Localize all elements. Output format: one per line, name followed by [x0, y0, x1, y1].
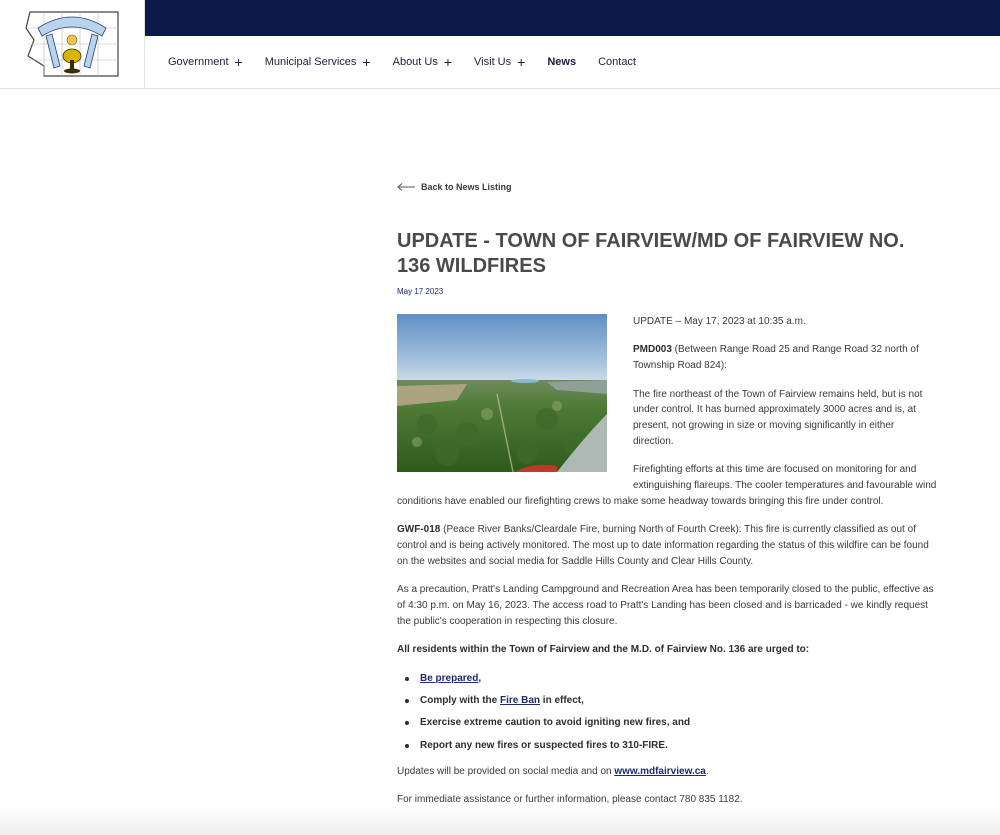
nav-news[interactable]: [547, 56, 576, 68]
fire-status-paragraph: The fire northeast of the Town of Fairview remains held, but is not under control. It has burned approximately 3000 acres and is, at present, not growing in size or moving significantly in either direction.: [633, 388, 923, 447]
nav-label: Visit Us: [474, 56, 512, 68]
plus-icon[interactable]: +: [517, 53, 526, 70]
plus-icon[interactable]: +: [362, 53, 371, 70]
gwf018-text: (Peace River Banks/Cleardale Fire, burning North of Fourth Creek): This fire is currently classified as out of control and is being actively monitored. The most up to date information regarding the status of this wildfire can be found on the websites and social media for Saddle Hills County and Clear Hills County.: [397, 524, 929, 567]
safety-list: [403, 671, 937, 754]
top-bar: [145, 0, 1000, 36]
article-body: [397, 314, 937, 808]
article-title: UPDATE - TOWN OF FAIRVIEW/MD OF FAIRVIEW NO. 136 WILDFIRES: [397, 230, 905, 277]
back-link-label: Back to News Listing: [421, 182, 512, 192]
nav-label: News: [547, 56, 577, 68]
fire-code-gwf018: GWF-018: [397, 524, 441, 536]
updates-text: .: [705, 765, 709, 777]
list-item-text: in effect,: [540, 695, 584, 707]
main-nav: [168, 36, 658, 88]
fire-ban-link[interactable]: Fire Ban: [500, 695, 541, 707]
nav-label: Contact: [598, 56, 636, 68]
list-item: [403, 693, 937, 709]
article-content: [397, 182, 937, 820]
residents-urged-heading: All residents within the Town of Fairview and the M.D. of Fairview No. 136 are urged to:: [397, 644, 810, 656]
precaution-paragraph: As a precaution, Pratt's Landing Campground and Recreation Area has been temporarily closed to the public, effective as of 4:30 p.m. on May 16, 2023. The access road to Pratt's Landing has been closed and is barricaded - we kindly request the public's cooperation in respecting this closure.: [397, 584, 934, 627]
md-fairview-crest-icon: [24, 10, 120, 78]
nav-label: About Us: [392, 56, 438, 68]
arrow-left-icon: [397, 183, 415, 191]
pmd003-location: (Between Range Road 25 and Range Road 32 north of Township Road 824):: [633, 344, 919, 372]
updates-text: Updates will be provided on social media and on: [397, 765, 615, 777]
be-prepared-link[interactable]: Be prepared: [420, 672, 479, 684]
contact-paragraph: For immediate assistance or further information, please contact 780 835 1182.: [397, 794, 743, 806]
list-item: Exercise extreme caution to avoid igniting new fires, and: [403, 715, 937, 731]
fire-code-pmd003: PMD003: [633, 344, 672, 356]
aerial-wildfire-photo: [397, 314, 607, 472]
article-date: May 17 2023: [397, 287, 444, 296]
nav-municipal-services[interactable]: [264, 53, 371, 70]
list-item-text: Comply with the: [420, 695, 500, 707]
mdfairview-website-link[interactable]: www.mdfairview.ca: [614, 765, 706, 777]
back-to-news-link[interactable]: [397, 182, 937, 192]
plus-icon[interactable]: +: [234, 53, 243, 70]
page-bottom-shadow: [0, 807, 1000, 835]
header-divider: [0, 88, 1000, 89]
nav-contact[interactable]: [598, 56, 636, 68]
list-item: Report any new fires or suspected fires to 310-FIRE.: [403, 738, 937, 754]
gwf018-paragraph: [397, 522, 937, 569]
list-item-text: ,: [478, 672, 482, 684]
nav-government[interactable]: [168, 53, 243, 70]
nav-label: Municipal Services: [264, 56, 357, 68]
firefighting-efforts-paragraph: Firefighting efforts at this time are focused on monitoring for and extinguishing flareups. The cooler temperatures and favourable wind conditions have enabled our firefighting crews to make some headway towards bringing this fire under control.: [397, 464, 937, 507]
nav-about-us[interactable]: [392, 53, 453, 70]
updates-paragraph: [397, 764, 937, 780]
plus-icon[interactable]: +: [443, 53, 453, 70]
nav-label: Government: [168, 56, 229, 68]
nav-visit-us[interactable]: [474, 53, 526, 70]
list-item: [403, 671, 937, 687]
update-line: UPDATE – May 17, 2023 at 10:35 a.m.: [633, 316, 806, 327]
site-logo[interactable]: [0, 0, 145, 88]
